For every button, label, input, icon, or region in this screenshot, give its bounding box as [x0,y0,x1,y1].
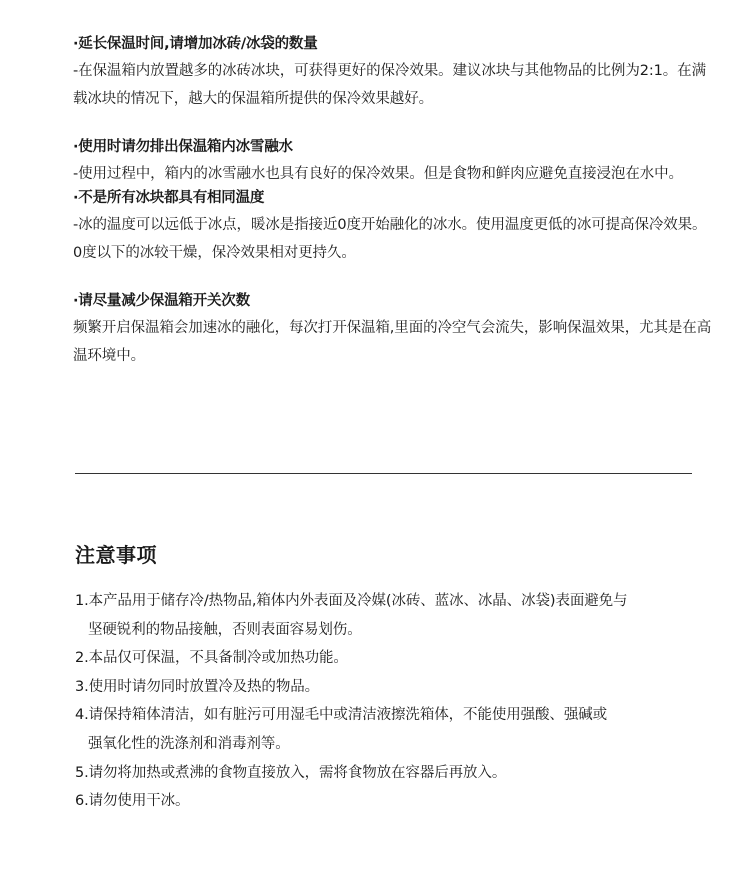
tip-body: -在保温箱内放置越多的冰砖冰块，可获得更好的保冷效果。建议冰块与其他物品的比例为2:1。在满载冰块的情况下，越大的保温箱所提供的保冷效果越好。 [73,63,706,107]
tip-reduce-opening [73,291,713,370]
tip-body: 频繁开启保温箱会加速冰的融化，每次打开保温箱,里面的冷空气会流失，影响保温效果，尤其是在高温环境中。 [73,320,712,364]
note-item-4: 4.请保持箱体清洁，如有脏污可用湿毛中或清洁液擦洗箱体，不能使用强酸、强碱或 [75,707,608,724]
tip-title: ·请尽量减少保温箱开关次数 [73,293,250,309]
tip-title: ·延长保温时间,请增加冰砖/冰袋的数量 [73,36,318,52]
section-divider [75,473,692,474]
tip-body: -使用过程中，箱内的冰雪融水也具有良好的保冷效果。但是食物和鲜肉应避免直接浸泡在水中。 [73,166,683,182]
tip-keep-meltwater [73,137,713,188]
note-item-4-cont: 强氧化性的洗涤剂和消毒剂等。 [88,735,290,752]
note-item-6: 6.请勿使用干冰。 [75,793,190,810]
tip-title: ·使用时请勿排出保温箱内冰雪融水 [73,139,293,155]
notes-list [75,587,715,816]
storage-tips [73,34,713,370]
note-item-1-cont: 坚硬锐利的物品接触，否则表面容易划伤。 [88,621,362,638]
notes-heading: 注意事项 [75,543,157,567]
note-item-2: 2.本品仅可保温，不具备制冷或加热功能。 [75,650,348,667]
note-item-5: 5.请勿将加热或煮沸的食物直接放入，需将食物放在容器后再放入。 [75,764,507,781]
note-item-1: 1.本产品用于储存冷/热物品,箱体内外表面及冷媒(冰砖、蓝冰、冰晶、冰袋)表面避免与 [75,593,628,609]
note-item-3: 3.使用时请勿同时放置冷及热的物品。 [75,678,320,695]
tip-body: -冰的温度可以远低于冰点，暖冰是指接近0度开始融化的冰水。使用温度更低的冰可提高保冷效果。0度以下的冰较干燥，保冷效果相对更持久。 [73,217,707,261]
tip-extend-insulation [73,34,713,113]
tip-ice-temperature [73,188,713,267]
tip-title: ·不是所有冰块都具有相同温度 [73,190,265,206]
